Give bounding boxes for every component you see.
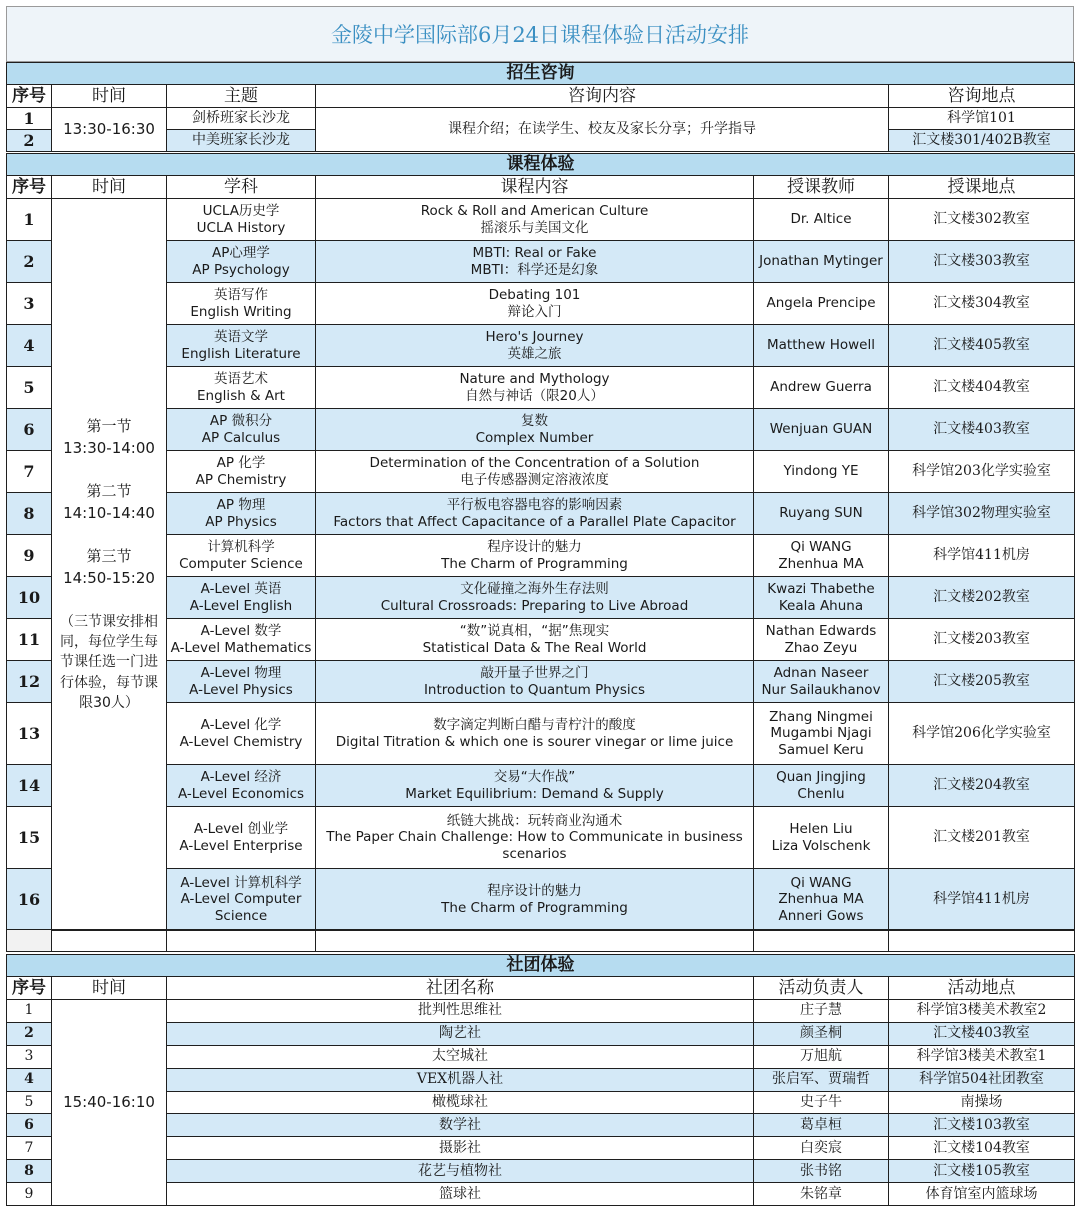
- club-location: 汇文楼104教室: [889, 1137, 1075, 1160]
- spacer-cell: [52, 930, 167, 952]
- admissions-row-no: 2: [7, 130, 52, 152]
- session-line: 第二节: [86, 482, 132, 501]
- course-subject-line: English & Art: [197, 387, 285, 404]
- course-subject: [167, 283, 316, 325]
- courses-section-title: 课程体验: [7, 154, 1075, 176]
- courses-header-content: 课程内容: [316, 176, 754, 199]
- course-subject: [167, 493, 316, 535]
- admissions-row-location: 科学馆101: [889, 108, 1075, 130]
- course-row-no: 14: [7, 765, 52, 807]
- courses-header-time: 时间: [52, 176, 167, 199]
- club-leader: 葛卓桓: [754, 1114, 889, 1137]
- course-session-time-cell: [52, 199, 167, 931]
- course-subject-line: UCLA历史学: [202, 203, 280, 220]
- club-row-no: 9: [7, 1183, 52, 1206]
- course-location: 科学馆302物理实验室: [889, 493, 1075, 535]
- course-row-no: 15: [7, 807, 52, 869]
- course-content: [316, 493, 754, 535]
- course-subject-line: AP 物理: [216, 497, 266, 514]
- spacer-cell: [316, 930, 754, 952]
- club-row-no: 6: [7, 1114, 52, 1137]
- club-name: 摄影社: [167, 1137, 754, 1160]
- session-line: 第一节: [86, 416, 132, 435]
- course-content-line: MBTI：科学还是幻象: [470, 261, 599, 278]
- admissions-row-no: 1: [7, 108, 52, 130]
- page-title-box: [6, 6, 1074, 62]
- course-teacher-line: Chenlu: [797, 785, 845, 802]
- course-content: [316, 619, 754, 661]
- course-row-no: 3: [7, 283, 52, 325]
- course-teacher-line: Qi WANG: [790, 874, 852, 891]
- club-location: 汇文楼105教室: [889, 1160, 1075, 1183]
- club-location: 汇文楼403教室: [889, 1022, 1075, 1045]
- course-content: [316, 451, 754, 493]
- course-content-line: Complex Number: [475, 429, 594, 446]
- admissions-header-time: 时间: [52, 85, 167, 108]
- course-subject-line: A-Level 数学: [200, 623, 282, 640]
- club-row-no: 1: [7, 1000, 52, 1023]
- admissions-section-title: 招生咨询: [7, 63, 1075, 85]
- course-subject: [167, 869, 316, 931]
- session-line: 14:50-15:20: [63, 569, 155, 588]
- course-subject: [167, 241, 316, 283]
- course-subject-line: AP Calculus: [201, 429, 281, 446]
- course-content-line: Nature and Mythology: [459, 371, 610, 388]
- course-subject-line: AP Physics: [205, 513, 277, 530]
- course-row-no: 4: [7, 325, 52, 367]
- course-content-line: 辩论入门: [507, 303, 562, 320]
- course-subject-line: A-Level English: [189, 597, 293, 614]
- clubs-header-location: 活动地点: [889, 977, 1075, 1000]
- course-subject: [167, 807, 316, 869]
- clubs-section-title: 社团体验: [7, 955, 1075, 977]
- course-subject-line: 英语文学: [214, 329, 268, 346]
- club-leader: 张启军、贾瑞哲: [754, 1068, 889, 1091]
- session-line: 14:10-14:40: [63, 503, 155, 522]
- course-teacher: [754, 577, 889, 619]
- admissions-time: 13:30-16:30: [52, 108, 167, 152]
- course-location: 汇文楼202教室: [889, 577, 1075, 619]
- course-teacher-line: Dr. Altice: [790, 211, 852, 228]
- course-content-line: 摇滚乐与美国文化: [480, 219, 589, 236]
- course-teacher: [754, 661, 889, 703]
- club-row-no: 2: [7, 1022, 52, 1045]
- admissions-row-location: 汇文楼301/402B教室: [889, 130, 1075, 152]
- admissions-table: [6, 62, 1075, 152]
- course-teacher-line: Anneri Gows: [778, 907, 864, 924]
- spacer-cell: [7, 930, 52, 952]
- club-leader: 张书铭: [754, 1160, 889, 1183]
- course-teacher-line: Angela Prencipe: [766, 295, 876, 312]
- clubs-header-leader: 活动负责人: [754, 977, 889, 1000]
- course-teacher-line: Zhenhua MA: [778, 555, 864, 572]
- course-subject-line: A-Level 英语: [200, 581, 282, 598]
- courses-header-no: 序号: [7, 176, 52, 199]
- course-content: [316, 661, 754, 703]
- club-row-no: 5: [7, 1091, 52, 1114]
- course-content: [316, 199, 754, 241]
- course-content: [316, 241, 754, 283]
- course-teacher-line: Zhang Ningmei: [769, 708, 873, 725]
- course-subject-line: A-Level Computer: [180, 891, 302, 908]
- course-teacher: [754, 199, 889, 241]
- club-row-no: 7: [7, 1137, 52, 1160]
- course-subject-line: 计算机科学: [207, 539, 275, 556]
- course-subject: [167, 765, 316, 807]
- course-location: 汇文楼204教室: [889, 765, 1075, 807]
- course-row-no: 11: [7, 619, 52, 661]
- club-name: 橄榄球社: [167, 1091, 754, 1114]
- course-row-no: 1: [7, 199, 52, 241]
- course-teacher: [754, 535, 889, 577]
- course-teacher-line: Ruyang SUN: [779, 505, 863, 522]
- admissions-header-location: 咨询地点: [889, 85, 1075, 108]
- course-subject-line: A-Level 经济: [200, 769, 282, 786]
- course-subject-line: AP 化学: [216, 455, 266, 472]
- club-location: 汇文楼103教室: [889, 1114, 1075, 1137]
- spacer-cell: [167, 930, 316, 952]
- course-teacher-line: Matthew Howell: [767, 337, 875, 354]
- club-name: 数学社: [167, 1114, 754, 1137]
- clubs-table: [6, 954, 1075, 1206]
- club-name: VEX机器人社: [167, 1068, 754, 1091]
- course-location: 汇文楼302教室: [889, 199, 1075, 241]
- course-subject: [167, 619, 316, 661]
- club-name: 花艺与植物社: [167, 1160, 754, 1183]
- course-subject: [167, 451, 316, 493]
- club-name: 太空城社: [167, 1045, 754, 1068]
- session-line: 13:30-14:00: [63, 438, 155, 457]
- course-subject: [167, 409, 316, 451]
- club-name: 篮球社: [167, 1183, 754, 1206]
- course-content: [316, 409, 754, 451]
- course-teacher-line: Samuel Keru: [778, 741, 864, 758]
- club-location: 南操场: [889, 1091, 1075, 1114]
- course-subject-line: A-Level 物理: [200, 665, 282, 682]
- course-teacher: [754, 241, 889, 283]
- course-location: 汇文楼304教室: [889, 283, 1075, 325]
- course-teacher-line: Kwazi Thabethe: [767, 581, 875, 598]
- courses-header-teacher: 授课教师: [754, 176, 889, 199]
- course-row-no: 13: [7, 703, 52, 765]
- course-subject-line: AP 微积分: [209, 413, 273, 430]
- course-teacher-line: Yindong YE: [783, 463, 859, 480]
- course-teacher-line: Qi WANG: [790, 539, 852, 556]
- course-content-line: Factors that Affect Capacitance of a Parallel Plate Capacitor: [333, 513, 736, 530]
- club-row-no: 3: [7, 1045, 52, 1068]
- course-subject-line: AP Chemistry: [195, 471, 287, 488]
- course-content-line: 敲开量子世界之门: [480, 665, 589, 682]
- course-subject-line: A-Level 创业学: [193, 821, 289, 838]
- course-row-no: 12: [7, 661, 52, 703]
- course-teacher: [754, 283, 889, 325]
- course-subject-line: 英语艺术: [214, 371, 268, 388]
- courses-table: [6, 153, 1075, 931]
- course-content-line: The Charm of Programming: [441, 899, 628, 916]
- course-row-no: 7: [7, 451, 52, 493]
- course-content-line: Cultural Crossroads: Preparing to Live Abroad: [380, 597, 689, 614]
- course-location: 科学馆411机房: [889, 535, 1075, 577]
- course-teacher-line: Quan Jingjing: [776, 769, 866, 786]
- course-subject: [167, 577, 316, 619]
- club-location: 科学馆3楼美术教室2: [889, 1000, 1075, 1023]
- course-teacher: [754, 451, 889, 493]
- club-leader: 史子牛: [754, 1091, 889, 1114]
- course-teacher-line: Andrew Guerra: [770, 379, 872, 396]
- course-subject-line: AP Psychology: [192, 261, 290, 278]
- courses-header-subject: 学科: [167, 176, 316, 199]
- course-content: [316, 765, 754, 807]
- club-name: 批判性思维社: [167, 1000, 754, 1023]
- course-teacher: [754, 765, 889, 807]
- club-row-no: 4: [7, 1068, 52, 1091]
- course-subject-line: English Literature: [181, 345, 301, 362]
- clubs-header-time: 时间: [52, 977, 167, 1000]
- course-content-line: 电子传感器测定溶液浓度: [460, 471, 609, 488]
- course-subject-line: A-Level Chemistry: [179, 733, 303, 750]
- course-subject-line: A-Level Physics: [189, 681, 293, 698]
- course-location: 汇文楼405教室: [889, 325, 1075, 367]
- course-content: [316, 703, 754, 765]
- club-leader: 颜圣桐: [754, 1022, 889, 1045]
- club-leader: 庄子慧: [754, 1000, 889, 1023]
- course-content-line: Rock & Roll and American Culture: [420, 203, 649, 220]
- session-note: （三节课安排相同，每位学生每节课任选一门进行体验，每节课限30人）: [60, 613, 158, 711]
- course-content-line: The Charm of Programming: [441, 555, 628, 572]
- course-subject-line: AP心理学: [212, 245, 270, 262]
- course-subject-line: UCLA History: [196, 219, 286, 236]
- course-teacher: [754, 493, 889, 535]
- course-content-line: 数字滴定判断白醋与青柠汁的酸度: [433, 717, 636, 734]
- course-teacher-line: Zhenhua MA: [778, 891, 864, 908]
- club-leader: 万旭航: [754, 1045, 889, 1068]
- course-teacher: [754, 807, 889, 869]
- clubs-header-name: 社团名称: [167, 977, 754, 1000]
- spacer-cell: [754, 930, 889, 952]
- club-time: 15:40-16:10: [52, 1000, 167, 1206]
- course-teacher-line: Nur Sailaukhanov: [761, 681, 881, 698]
- course-content: [316, 869, 754, 931]
- course-row-no: 5: [7, 367, 52, 409]
- course-subject-line: Science: [214, 907, 268, 924]
- course-subject-line: A-Level Enterprise: [179, 837, 303, 854]
- course-content-line: 英雄之旅: [507, 345, 562, 362]
- course-content-line: Debating 101: [488, 287, 581, 304]
- course-subject-line: A-Level Economics: [177, 785, 305, 802]
- course-teacher: [754, 703, 889, 765]
- admissions-row-topic: 中美班家长沙龙: [167, 130, 316, 152]
- course-subject: [167, 703, 316, 765]
- course-teacher-line: Zhao Zeyu: [784, 639, 858, 656]
- course-subject-line: Computer Science: [179, 555, 303, 572]
- course-row-no: 2: [7, 241, 52, 283]
- course-content-line: 交易“大作战”: [493, 769, 576, 786]
- course-teacher: [754, 367, 889, 409]
- course-teacher: [754, 409, 889, 451]
- club-location: 体育馆室内篮球场: [889, 1183, 1075, 1206]
- course-content-line: scenarios: [502, 845, 567, 862]
- course-teacher-line: Liza Volschenk: [771, 837, 871, 854]
- course-content-line: 文化碰撞之海外生存法则: [460, 581, 609, 598]
- course-teacher-line: Nathan Edwards: [765, 623, 877, 640]
- course-content-line: Introduction to Quantum Physics: [423, 681, 646, 698]
- spacer-table: [6, 929, 1075, 952]
- course-content: [316, 367, 754, 409]
- course-teacher: [754, 619, 889, 661]
- course-row-no: 16: [7, 869, 52, 931]
- club-leader: 朱铭章: [754, 1183, 889, 1206]
- course-content: [316, 577, 754, 619]
- course-subject: [167, 367, 316, 409]
- course-content-line: MBTI: Real or Fake: [472, 245, 597, 262]
- course-subject-line: A-Level 化学: [200, 717, 282, 734]
- course-teacher-line: Adnan Naseer: [773, 665, 869, 682]
- course-location: 汇文楼201教室: [889, 807, 1075, 869]
- admissions-header-topic: 主题: [167, 85, 316, 108]
- course-location: 科学馆203化学实验室: [889, 451, 1075, 493]
- course-teacher-line: Helen Liu: [789, 821, 853, 838]
- course-row-no: 10: [7, 577, 52, 619]
- course-subject: [167, 661, 316, 703]
- course-content-line: 复数: [521, 413, 548, 430]
- admissions-content: 课程介绍；在读学生、校友及家长分享；升学指导: [316, 108, 889, 152]
- course-row-no: 8: [7, 493, 52, 535]
- course-content: [316, 325, 754, 367]
- course-content-line: “数”说真相，“据”焦现实: [459, 623, 610, 640]
- course-subject: [167, 325, 316, 367]
- session-line: 第三节: [86, 547, 132, 566]
- course-content-line: 程序设计的魅力: [487, 539, 582, 556]
- course-subject: [167, 199, 316, 241]
- course-subject: [167, 535, 316, 577]
- course-content-line: 程序设计的魅力: [487, 883, 582, 900]
- course-subject-line: A-Level Mathematics: [170, 639, 312, 656]
- page-title: 金陵中学国际部6月24日课程体验日活动安排: [330, 23, 750, 47]
- course-subject-line: A-Level 计算机科学: [180, 874, 302, 891]
- course-subject-line: 英语写作: [214, 287, 268, 304]
- course-content-line: Digital Titration & which one is sourer vinegar or lime juice: [335, 733, 734, 750]
- course-row-no: 6: [7, 409, 52, 451]
- course-teacher-line: Wenjuan GUAN: [769, 421, 873, 438]
- course-location: 汇文楼404教室: [889, 367, 1075, 409]
- spacer-cell: [889, 930, 1075, 952]
- course-content: [316, 535, 754, 577]
- club-leader: 白奕宸: [754, 1137, 889, 1160]
- course-location: 汇文楼303教室: [889, 241, 1075, 283]
- course-teacher-line: Jonathan Mytinger: [759, 253, 883, 270]
- course-row-no: 9: [7, 535, 52, 577]
- course-subject-line: English Writing: [190, 303, 292, 320]
- admissions-row-topic: 剑桥班家长沙龙: [167, 108, 316, 130]
- course-location: 科学馆206化学实验室: [889, 703, 1075, 765]
- course-location: 汇文楼205教室: [889, 661, 1075, 703]
- course-content-line: Market Equilibrium: Demand & Supply: [405, 785, 664, 802]
- course-teacher-line: Keala Ahuna: [778, 597, 864, 614]
- club-location: 科学馆3楼美术教室1: [889, 1045, 1075, 1068]
- course-content: [316, 283, 754, 325]
- course-teacher: [754, 869, 889, 931]
- course-content-line: 自然与神话（限20人）: [465, 387, 604, 404]
- course-content-line: Determination of the Concentration of a Solution: [369, 455, 700, 472]
- club-name: 陶艺社: [167, 1022, 754, 1045]
- club-row-no: 8: [7, 1160, 52, 1183]
- courses-header-location: 授课地点: [889, 176, 1075, 199]
- club-location: 科学馆504社团教室: [889, 1068, 1075, 1091]
- course-content-line: Statistical Data & The Real World: [422, 639, 647, 656]
- course-location: 汇文楼203教室: [889, 619, 1075, 661]
- clubs-header-no: 序号: [7, 977, 52, 1000]
- course-content: [316, 807, 754, 869]
- course-teacher-line: Mugambi Njagi: [770, 725, 872, 742]
- course-location: 科学馆411机房: [889, 869, 1075, 931]
- course-content-line: Hero's Journey: [485, 329, 584, 346]
- course-content-line: The Paper Chain Challenge: How to Communicate in business: [326, 829, 743, 846]
- course-teacher: [754, 325, 889, 367]
- admissions-header-no: 序号: [7, 85, 52, 108]
- course-content-line: 平行板电容器电容的影响因素: [446, 497, 623, 514]
- admissions-header-content: 咨询内容: [316, 85, 889, 108]
- course-location: 汇文楼403教室: [889, 409, 1075, 451]
- course-content-line: 纸链大挑战：玩转商业沟通术: [446, 812, 623, 829]
